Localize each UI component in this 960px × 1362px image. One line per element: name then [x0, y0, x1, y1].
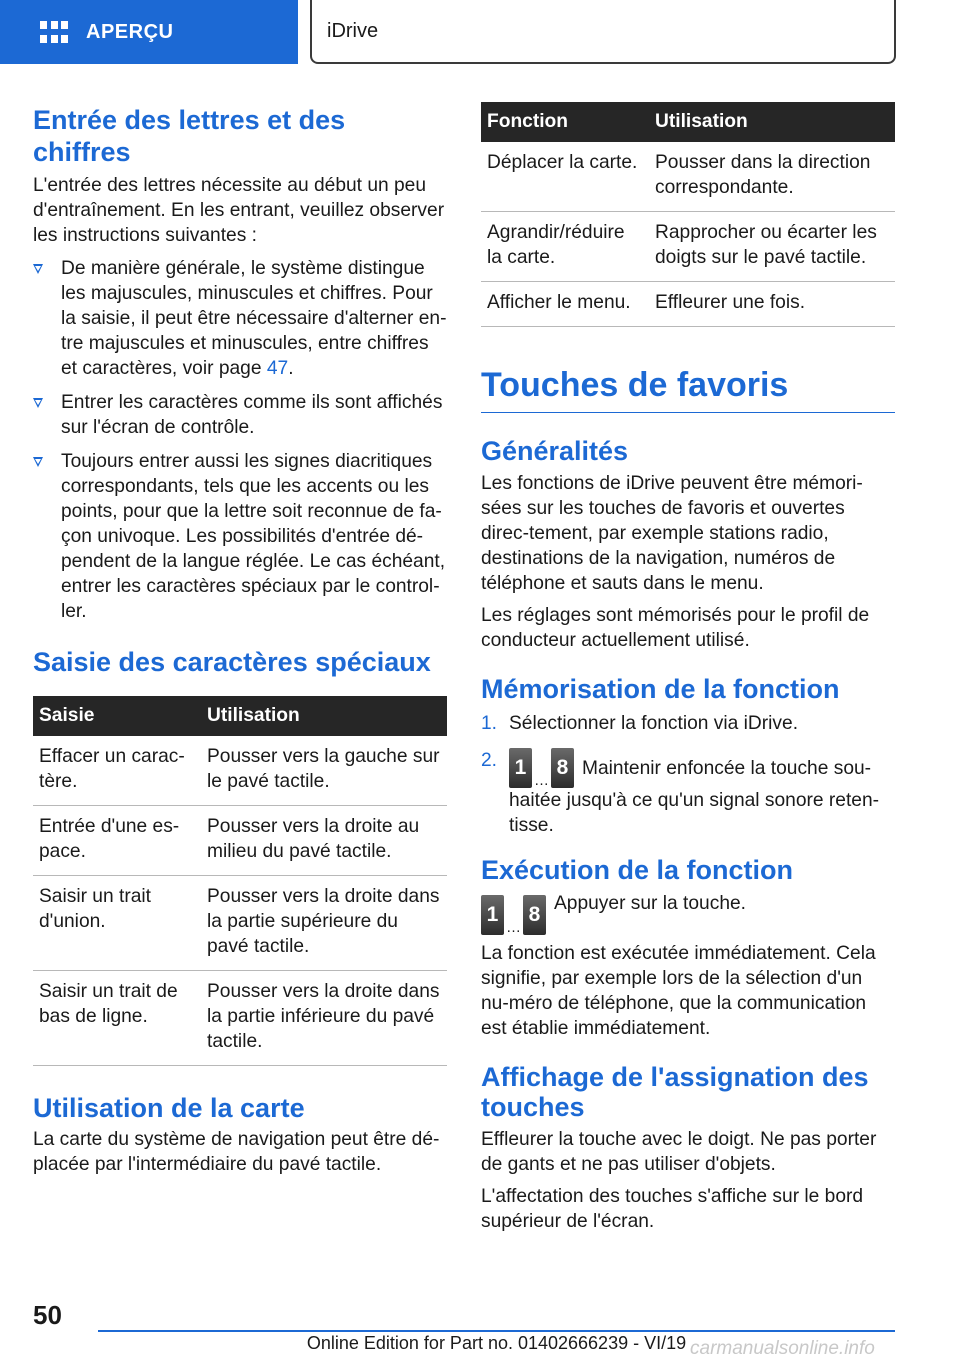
assignment-text-2: L'affectation des touches s'affiche sur le bord supérieur de l'écran. — [481, 1185, 864, 1232]
table-header: Saisie — [39, 705, 95, 727]
table-header-row — [33, 696, 447, 736]
table-header: Fonction — [487, 111, 568, 132]
grid-icon — [40, 21, 68, 43]
special-chars-table — [33, 696, 447, 1066]
right-column — [481, 102, 895, 1234]
table-header: Utilisation — [655, 111, 748, 132]
table-row: Entrée d'une es‐pace. Pousser vers la droite au milieu du pavé tactile. — [33, 806, 447, 876]
left-column — [33, 102, 447, 1177]
list-item: Toujours entrer aussi les signes diacritiques correspondants, tels que les accents ou les points, pour que la lettre soit reconnue de fa‐çon univoque. Les possibilités d'entrée dé‐pendent de la langue réglée. Le cas échéant, entrer les caractères spéciaux par le control‐ler. — [33, 449, 447, 624]
list-item: 2. 1 … 8 Maintenir enfoncée la touche sou‐haitée jusqu'à ce qu'un signal sonore reten‐tisse. — [481, 749, 880, 836]
table-header-row — [481, 102, 895, 142]
entry-title: Entrée des lettres et des chiffres — [33, 105, 346, 168]
general-text: Les fonctions de iDrive peuvent être mémori‐sées sur les touches de favoris et ouvertes direc‐tement, par exemple stations radio, destinations de la navigation, numéros de téléphone et sauts dans le menu. — [481, 473, 863, 595]
page-number: 50 — [33, 1300, 62, 1330]
assignment-title: Affichage de l'assignation des touches — [481, 1062, 869, 1123]
assignment-text: Effleurer la touche avec le doigt. Ne pas porter de gants et ne pas utiliser d'objets. — [481, 1128, 877, 1175]
table-header: Utilisation — [207, 705, 300, 727]
general-title: Généralités — [481, 436, 629, 467]
overview-tab-label: APERÇU — [86, 20, 174, 43]
table-row: Saisir un trait de bas de ligne. Pousser vers la droite dans la partie inférieure du pavé tactile. — [33, 971, 447, 1066]
footer-divider — [98, 1330, 895, 1332]
map-functions-table — [481, 102, 895, 327]
favorites-title: Touches de favoris — [481, 367, 895, 413]
section-title: iDrive — [310, 0, 896, 64]
overview-tab[interactable] — [0, 0, 298, 64]
entry-bullets — [33, 256, 447, 624]
page-link[interactable]: 47 — [266, 357, 289, 379]
edition-text: Online Edition for Part no. 01402666239 - VI/19 — [306, 1333, 687, 1353]
triangle-bullet-icon — [33, 457, 43, 467]
triangle-bullet-icon — [33, 398, 43, 408]
favorite-keys-icon: 1 … 8 — [481, 895, 546, 935]
general-text-2: Les réglages sont mémorisés pour le profil de conducteur actuellement utilisé. — [481, 605, 870, 652]
watermark: carmanualsonline.info — [690, 1338, 875, 1359]
execution-text: La fonction est exécutée immédiatement. Cela signifie, par exemple lors de la sélection d'un nu‐méro de téléphone, que la communication est établie immédiatement. — [481, 943, 876, 1040]
table-row: Afficher le menu. Effleurer une fois. — [481, 282, 895, 327]
favorite-keys-icon: 1 … 8 — [509, 748, 574, 788]
map-usage-text: La carte du système de navigation peut être dé‐placée par l'intermédiaire du pavé tactile. — [33, 1128, 440, 1175]
table-row: Déplacer la carte. Pousser dans la direction correspondante. — [481, 142, 895, 212]
memorize-steps — [481, 711, 895, 838]
execution-line: 1 … 8 Appuyer sur la touche. — [481, 891, 895, 935]
list-item: De manière générale, le système distingue les majuscules, minuscules et chiffres. Pour la saisie, il peut être nécessaire d'alterner en‐tre majuscules et minuscules, entre chiffres et caractères, voir page 47. — [33, 256, 447, 381]
triangle-bullet-icon — [33, 264, 43, 274]
special-chars-title: Saisie des caractères spéciaux — [33, 646, 431, 677]
list-item: 1. Sélectionner la fonction via iDrive. — [481, 712, 799, 734]
list-item: Entrer les caractères comme ils sont affichés sur l'écran de contrôle. — [33, 390, 447, 440]
map-usage-title: Utilisation de la carte — [33, 1093, 305, 1124]
memorize-title: Mémorisation de la fonction — [481, 674, 840, 705]
table-row: Saisir un trait d'union. Pousser vers la droite dans la partie supérieure du pavé tactile. — [33, 876, 447, 971]
entry-intro: L'entrée des lettres nécessite au début un peu d'entraînement. En les entrant, veuillez observer les instructions suivantes : — [33, 174, 445, 246]
table-row: Effacer un carac‐tère. Pousser vers la gauche sur le pavé tactile. — [33, 736, 447, 806]
execution-title: Exécution de la fonction — [481, 854, 794, 885]
table-row: Agrandir/réduire la carte. Rapprocher ou écarter les doigts sur le pavé tactile. — [481, 212, 895, 282]
